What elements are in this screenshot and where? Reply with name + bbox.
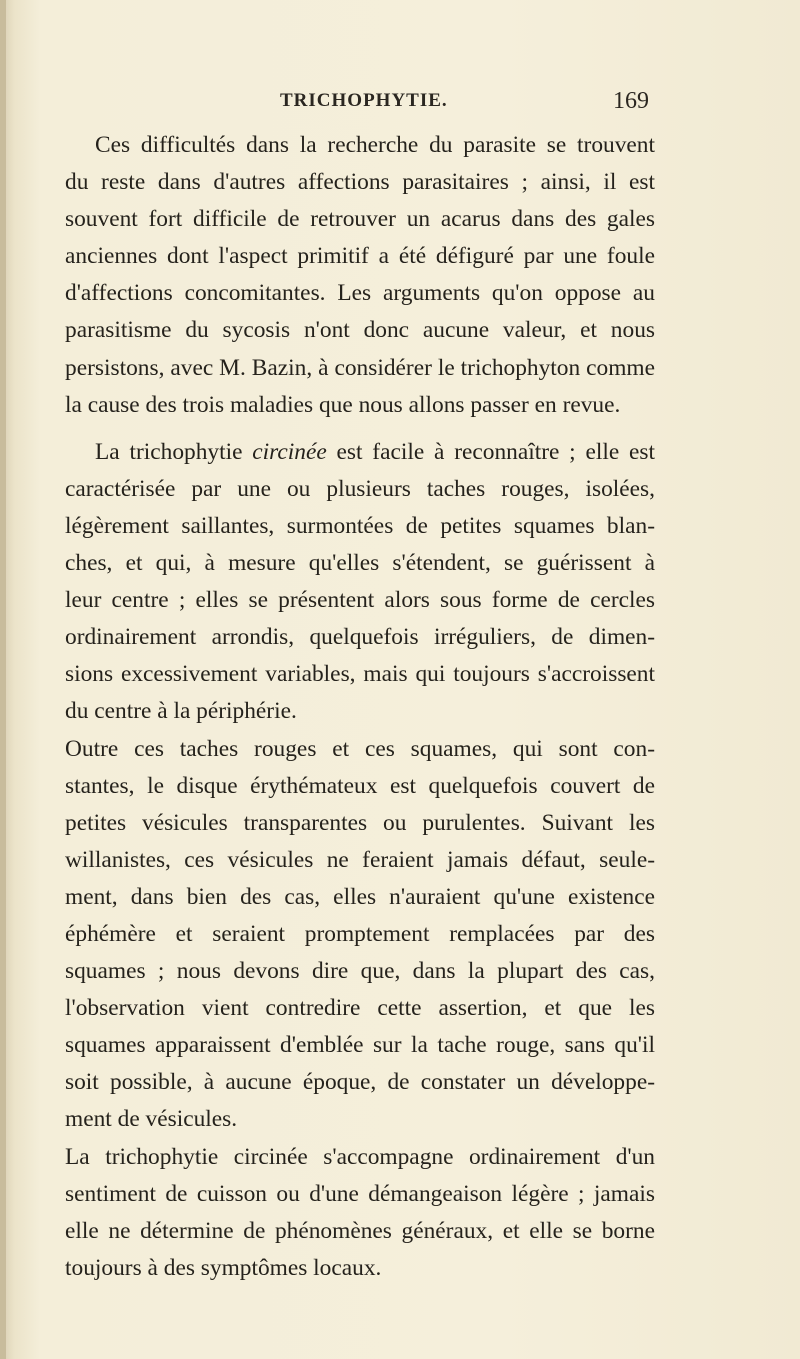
- text-line: stantes, le disque érythémateux est quelquefois couvert de: [65, 772, 655, 799]
- text-line: Outre ces taches rouges et ces squames, qui sont con-: [65, 735, 655, 762]
- text-line: ordinairement arrondis, quelquefois irréguliers, de dimen-: [65, 624, 655, 651]
- running-title: TRICHOPHYTIE.: [280, 90, 448, 111]
- text-line: d'affections concomitantes. Les arguments qu'on oppose au: [65, 280, 655, 307]
- text-line: éphémère et seraient promptement remplacées par des: [65, 920, 655, 947]
- text-line: squames ; nous devons dire que, dans la plupart des cas,: [65, 958, 655, 985]
- body-text: [65, 127, 655, 1287]
- text-line: souvent fort difficile de retrouver un acarus dans des gales: [65, 206, 655, 233]
- text-line: persistons, avec M. Bazin, à considérer le trichophyton comme: [65, 354, 655, 381]
- text-line: soit possible, à aucune époque, de constater un développe-: [65, 1069, 655, 1096]
- text-line: parasitisme du sycosis n'ont donc aucune valeur, et nous: [65, 317, 655, 344]
- page-binding-edge: [0, 0, 6, 1359]
- text-line: ment, dans bien des cas, elles n'auraient qu'une existence: [65, 883, 655, 910]
- text-line: du centre à la périphérie.: [65, 698, 297, 725]
- text-line: squames apparaissent d'emblée sur la tache rouge, sans qu'il: [65, 1032, 655, 1059]
- text-fragment: est facile à reconnaître ; elle est: [326, 438, 656, 465]
- text-line: leur centre ; elles se présentent alors sous forme de cercles: [65, 587, 655, 614]
- text-line: ches, et qui, à mesure qu'elles s'étendent, se guérissent à: [65, 550, 655, 577]
- text-line: Ces difficultés dans la recherche du parasite se trouvent: [95, 132, 655, 158]
- text-fragment: La trichophytie: [95, 438, 253, 465]
- text-line: willanistes, ces vésicules ne feraient jamais défaut, seule-: [65, 846, 655, 873]
- text-line: sentiment de cuisson ou d'une démangeaison légère ; jamais: [65, 1180, 655, 1207]
- page-number: 169: [613, 88, 649, 114]
- text-line: légèrement saillantes, surmontées de petites squames blan-: [65, 512, 655, 539]
- text-line: la cause des trois maladies que nous allons passer en revue.: [65, 391, 621, 418]
- text-line: [65, 434, 655, 471]
- text-line: elle ne détermine de phénomènes généraux, et elle se borne: [65, 1217, 655, 1244]
- page-header: [0, 88, 800, 118]
- text-line: La trichophytie circinée s'accompagne ordinairement d'un: [65, 1143, 655, 1170]
- text-line: ment de vésicules.: [65, 1106, 238, 1133]
- text-line: petites vésicules transparentes ou purulentes. Suivant les: [65, 809, 655, 836]
- text-line: caractérisée par une ou plusieurs taches rouges, isolées,: [65, 475, 655, 502]
- text-line: sions excessivement variables, mais qui toujours s'accroissent: [65, 661, 655, 688]
- text-line: l'observation vient contredire cette assertion, et que les: [65, 995, 655, 1022]
- text-line: toujours à des symptômes locaux.: [65, 1254, 382, 1281]
- italic-term: circinée: [252, 438, 327, 465]
- text-line: du reste dans d'autres affections parasitaires ; ainsi, il est: [65, 169, 655, 196]
- text-line: anciennes dont l'aspect primitif a été défiguré par une foule: [65, 243, 655, 270]
